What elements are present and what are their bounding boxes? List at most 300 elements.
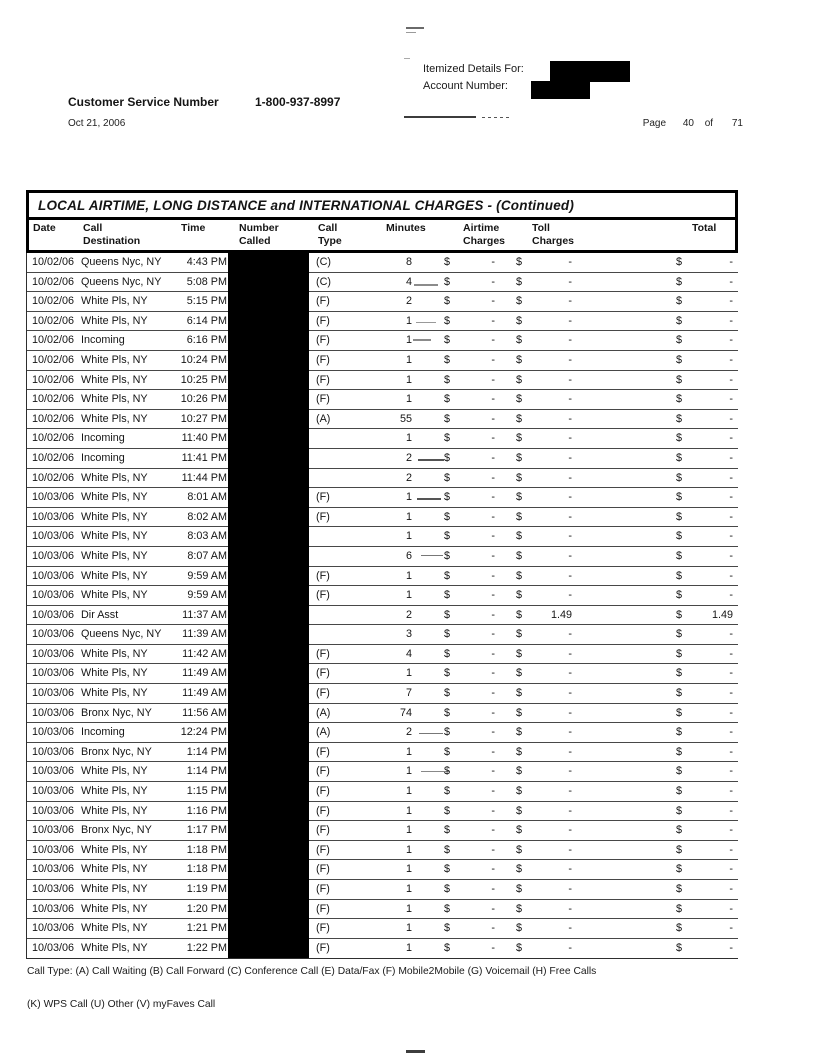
call-row [27, 919, 738, 939]
toll-currency-symbol: $ [516, 902, 523, 915]
call-row [27, 253, 738, 273]
call-row [27, 762, 738, 782]
call-row [27, 645, 738, 665]
call-time: 11:39 AM [182, 628, 227, 641]
total-charge-value: - [729, 745, 733, 758]
call-date: 10/02/06 [32, 432, 75, 445]
toll-charge-value: - [568, 295, 572, 308]
total-currency-symbol: $ [676, 471, 683, 484]
toll-charge-value: - [568, 451, 572, 464]
call-minutes: 1 [405, 824, 412, 837]
total-charge-value: - [729, 471, 733, 484]
toll-currency-symbol: $ [516, 687, 523, 700]
call-type-code: (F) [316, 824, 330, 837]
call-type-code: (A) [316, 412, 331, 425]
total-charge-value: - [729, 432, 733, 445]
airtime-currency-symbol: $ [444, 373, 451, 386]
toll-charge-value: - [568, 314, 572, 327]
airtime-charge-value: - [491, 687, 495, 700]
call-time: 9:59 AM [187, 569, 227, 582]
airtime-currency-symbol: $ [444, 902, 451, 915]
call-row [27, 684, 738, 704]
toll-charge-value: - [568, 275, 572, 288]
call-destination: Dir Asst [81, 608, 119, 621]
total-currency-symbol: $ [676, 275, 683, 288]
toll-charge-value: - [568, 471, 572, 484]
call-time: 1:19 PM [186, 883, 227, 895]
total-currency-symbol: $ [676, 432, 683, 445]
total-currency-symbol: $ [676, 608, 683, 621]
table-title-row [29, 193, 735, 220]
call-row [27, 371, 738, 391]
total-charge-value: - [729, 491, 733, 504]
toll-currency-symbol: $ [516, 451, 523, 464]
call-type-code: (F) [316, 589, 330, 602]
airtime-currency-symbol: $ [444, 432, 451, 445]
toll-charge-value: - [568, 706, 572, 719]
call-row [27, 860, 738, 880]
toll-charge-value: - [568, 491, 572, 504]
call-type-code: (F) [316, 353, 330, 366]
call-row [27, 527, 738, 547]
call-date: 10/02/06 [32, 314, 75, 327]
call-time: 1:14 PM [186, 745, 227, 758]
airtime-currency-symbol: $ [444, 765, 451, 778]
total-charge-value: - [729, 785, 733, 798]
toll-currency-symbol: $ [516, 353, 523, 366]
call-row [27, 743, 738, 763]
call-date: 10/03/06 [32, 628, 75, 641]
call-rows [26, 253, 738, 959]
toll-charge-value: - [568, 902, 572, 915]
toll-charge-value: - [568, 843, 572, 856]
toll-currency-symbol: $ [516, 745, 523, 758]
column-header-total: Total [692, 222, 717, 234]
toll-currency-symbol: $ [516, 549, 523, 562]
call-time: 6:16 PM [186, 334, 227, 347]
redaction-box-account-number [531, 81, 590, 99]
total-currency-symbol: $ [676, 589, 683, 602]
charges-table-header [26, 190, 738, 253]
airtime-charge-value: - [491, 451, 495, 464]
toll-charge-value: - [568, 726, 572, 739]
call-minutes: 6 [405, 549, 412, 562]
call-row [27, 704, 738, 724]
toll-currency-symbol: $ [516, 608, 523, 621]
call-destination: White Pls, NY [81, 883, 148, 895]
airtime-charge-value: - [491, 902, 495, 915]
airtime-charge-value: - [491, 765, 495, 778]
call-destination: Bronx Nyc, NY [81, 745, 152, 758]
call-type-code: (F) [316, 667, 330, 680]
call-time: 11:42 AM [182, 647, 227, 660]
airtime-currency-symbol: $ [444, 275, 451, 288]
call-type-code: (F) [316, 569, 330, 582]
total-currency-symbol: $ [676, 706, 683, 719]
toll-currency-symbol: $ [516, 491, 523, 504]
call-type-code: (F) [316, 745, 330, 758]
total-currency-symbol: $ [676, 491, 683, 504]
call-time: 1:22 PM [186, 941, 227, 954]
airtime-currency-symbol: $ [444, 569, 451, 582]
column-header-number-called: Number Called [239, 222, 279, 247]
call-minutes: 1 [405, 785, 412, 798]
toll-charge-value: - [568, 589, 572, 602]
toll-charge-value: - [568, 393, 572, 406]
call-minutes: 1 [405, 530, 412, 543]
call-time: 12:24 PM [180, 726, 227, 739]
call-row [27, 821, 738, 841]
airtime-currency-symbol: $ [444, 412, 451, 425]
total-charge-value: - [729, 706, 733, 719]
toll-currency-symbol: $ [516, 726, 523, 739]
airtime-currency-symbol: $ [444, 353, 451, 366]
call-row [27, 880, 738, 900]
airtime-charge-value: - [491, 334, 495, 347]
toll-currency-symbol: $ [516, 765, 523, 778]
call-date: 10/03/06 [32, 510, 75, 523]
airtime-currency-symbol: $ [444, 530, 451, 543]
call-destination: Bronx Nyc, NY [81, 824, 152, 837]
toll-charge-value: - [568, 510, 572, 523]
toll-charge-value: - [568, 647, 572, 660]
call-date: 10/03/06 [32, 941, 75, 954]
airtime-charge-value: - [491, 549, 495, 562]
column-header-call-type: Call Type [318, 222, 342, 247]
call-date: 10/02/06 [32, 393, 75, 406]
toll-currency-symbol: $ [516, 589, 523, 602]
total-charge-value: - [729, 883, 733, 895]
call-row [27, 508, 738, 528]
airtime-charge-value: - [491, 256, 495, 268]
toll-currency-symbol: $ [516, 471, 523, 484]
total-currency-symbol: $ [676, 745, 683, 758]
call-time: 6:14 PM [186, 314, 227, 327]
call-destination: White Pls, NY [81, 491, 148, 504]
airtime-currency-symbol: $ [444, 589, 451, 602]
call-row [27, 410, 738, 430]
toll-charge-value: - [568, 667, 572, 680]
airtime-charge-value: - [491, 393, 495, 406]
call-row [27, 841, 738, 861]
total-currency-symbol: $ [676, 314, 683, 327]
total-charge-value: - [729, 451, 733, 464]
call-minutes: 1 [405, 745, 412, 758]
call-time: 11:37 AM [182, 608, 227, 621]
call-destination: White Pls, NY [81, 863, 148, 876]
call-minutes: 1 [405, 314, 412, 327]
call-date: 10/02/06 [32, 334, 75, 347]
total-currency-symbol: $ [676, 549, 683, 562]
airtime-currency-symbol: $ [444, 256, 451, 268]
call-row [27, 469, 738, 489]
airtime-charge-value: - [491, 667, 495, 680]
airtime-charge-value: - [491, 922, 495, 935]
total-charge-value: - [729, 373, 733, 386]
total-currency-symbol: $ [676, 510, 683, 523]
call-minutes: 1 [405, 902, 412, 915]
total-charge-value: - [729, 549, 733, 562]
total-charge-value: - [729, 530, 733, 543]
account-number-label: Account Number: [423, 80, 508, 92]
call-type-code: (C) [316, 275, 331, 288]
airtime-currency-symbol: $ [444, 883, 451, 895]
airtime-charge-value: - [491, 589, 495, 602]
total-currency-symbol: $ [676, 295, 683, 308]
call-minutes: 1 [405, 491, 412, 504]
call-date: 10/02/06 [32, 256, 75, 268]
call-destination: White Pls, NY [81, 647, 148, 660]
scan-artifact-separator [404, 116, 476, 118]
call-row [27, 312, 738, 332]
call-time: 10:26 PM [180, 393, 227, 406]
scan-artifact-separator [482, 117, 510, 118]
redaction-strip-number-called [228, 253, 309, 958]
column-header-time: Time [181, 222, 206, 234]
airtime-currency-symbol: $ [444, 687, 451, 700]
call-date: 10/03/06 [32, 824, 75, 837]
call-date: 10/03/06 [32, 589, 75, 602]
call-row [27, 802, 738, 822]
total-charge-value: - [729, 256, 733, 268]
call-destination: Queens Nyc, NY [81, 256, 162, 268]
call-date: 10/03/06 [32, 647, 75, 660]
airtime-charge-value: - [491, 295, 495, 308]
total-charge-value: - [729, 353, 733, 366]
customer-service-number: 1-800-937-8997 [255, 95, 341, 109]
total-charge-value: - [729, 687, 733, 700]
call-row [27, 723, 738, 743]
call-minutes: 1 [405, 667, 412, 680]
toll-currency-symbol: $ [516, 334, 523, 347]
total-charge-value: - [729, 843, 733, 856]
call-time: 8:01 AM [187, 491, 227, 504]
airtime-charge-value: - [491, 785, 495, 798]
customer-service-label: Customer Service Number [68, 95, 219, 109]
airtime-charge-value: - [491, 530, 495, 543]
call-time: 10:27 PM [180, 412, 227, 425]
call-date: 10/02/06 [32, 451, 75, 464]
toll-currency-symbol: $ [516, 569, 523, 582]
airtime-charge-value: - [491, 412, 495, 425]
call-row [27, 782, 738, 802]
call-destination: Incoming [81, 726, 125, 739]
call-type-code: (F) [316, 785, 330, 798]
call-time: 1:21 PM [186, 922, 227, 935]
call-minutes: 1 [405, 765, 412, 778]
call-time: 8:03 AM [187, 530, 227, 543]
call-minutes: 4 [405, 647, 412, 660]
call-destination: White Pls, NY [81, 530, 148, 543]
toll-charge-value: - [568, 334, 572, 347]
call-time: 1:17 PM [186, 824, 227, 837]
call-destination: Incoming [81, 334, 125, 347]
call-minutes: 1 [405, 804, 412, 817]
total-currency-symbol: $ [676, 628, 683, 641]
call-minutes: 2 [405, 471, 412, 484]
call-date: 10/03/06 [32, 902, 75, 915]
total-currency-symbol: $ [676, 726, 683, 739]
airtime-charge-value: - [491, 353, 495, 366]
airtime-charge-value: - [491, 628, 495, 641]
total-charge-value: - [729, 941, 733, 954]
airtime-currency-symbol: $ [444, 706, 451, 719]
call-type-code: (F) [316, 510, 330, 523]
total-currency-symbol: $ [676, 451, 683, 464]
total-charge-value: - [729, 902, 733, 915]
toll-charge-value: - [568, 530, 572, 543]
toll-charge-value: - [568, 745, 572, 758]
call-destination: White Pls, NY [81, 843, 148, 856]
toll-charge-value: - [568, 765, 572, 778]
call-destination: Incoming [81, 432, 125, 445]
call-date: 10/02/06 [32, 275, 75, 288]
total-currency-symbol: $ [676, 765, 683, 778]
call-date: 10/03/06 [32, 785, 75, 798]
call-type-code: (F) [316, 295, 330, 308]
call-destination: White Pls, NY [81, 393, 148, 406]
airtime-charge-value: - [491, 491, 495, 504]
toll-currency-symbol: $ [516, 941, 523, 954]
airtime-currency-symbol: $ [444, 491, 451, 504]
call-destination: White Pls, NY [81, 765, 148, 778]
call-date: 10/03/06 [32, 745, 75, 758]
call-row [27, 664, 738, 684]
total-charge-value: - [729, 314, 733, 327]
airtime-currency-symbol: $ [444, 785, 451, 798]
call-time: 8:02 AM [187, 510, 227, 523]
total-currency-symbol: $ [676, 569, 683, 582]
call-row [27, 625, 738, 645]
call-minutes: 2 [405, 295, 412, 308]
total-currency-symbol: $ [676, 883, 683, 895]
call-destination: White Pls, NY [81, 549, 148, 562]
scan-artifact [406, 32, 416, 33]
call-minutes: 1 [405, 432, 412, 445]
toll-currency-symbol: $ [516, 256, 523, 268]
call-minutes: 2 [405, 726, 412, 739]
airtime-charge-value: - [491, 373, 495, 386]
total-currency-symbol: $ [676, 530, 683, 543]
call-type-code: (F) [316, 687, 330, 700]
call-row [27, 351, 738, 371]
total-currency-symbol: $ [676, 785, 683, 798]
total-charge-value: - [729, 922, 733, 935]
airtime-currency-symbol: $ [444, 863, 451, 876]
call-destination: White Pls, NY [81, 687, 148, 700]
scan-artifact [406, 1050, 425, 1053]
column-header-minutes: Minutes [386, 222, 426, 234]
call-date: 10/03/06 [32, 530, 75, 543]
airtime-charge-value: - [491, 275, 495, 288]
total-charge-value: - [729, 726, 733, 739]
call-time: 11:40 PM [181, 432, 227, 445]
airtime-charge-value: - [491, 647, 495, 660]
total-currency-symbol: $ [676, 256, 683, 268]
total-charge-value: - [729, 824, 733, 837]
call-type-code: (A) [316, 706, 331, 719]
table-title: LOCAL AIRTIME, LONG DISTANCE and INTERNATIONAL CHARGES - (Continued) [38, 197, 575, 213]
redaction-box-itemized-details [550, 61, 630, 82]
call-date: 10/03/06 [32, 883, 75, 895]
airtime-currency-symbol: $ [444, 471, 451, 484]
call-destination: White Pls, NY [81, 412, 148, 425]
table-column-headers [29, 220, 735, 247]
call-row [27, 567, 738, 587]
airtime-charge-value: - [491, 883, 495, 895]
toll-charge-value: - [568, 412, 572, 425]
total-charge-value: - [729, 275, 733, 288]
page-of-label: of [704, 118, 714, 129]
call-destination: Queens Nyc, NY [81, 275, 162, 288]
call-time: 1:16 PM [186, 804, 227, 817]
call-destination: White Pls, NY [81, 353, 148, 366]
total-charge-value: - [729, 765, 733, 778]
toll-charge-value: - [568, 549, 572, 562]
call-row [27, 900, 738, 920]
call-destination: White Pls, NY [81, 785, 148, 798]
call-minutes: 1 [405, 883, 412, 895]
call-type-legend-line-1: Call Type: (A) Call Waiting (B) Call Forward (C) Conference Call (E) Data/Fax (F) Mobile2Mobile (G) Voicemail (H) Free Calls [27, 966, 597, 977]
call-type-code: (F) [316, 804, 330, 817]
airtime-charge-value: - [491, 608, 495, 621]
toll-charge-value: - [568, 941, 572, 954]
call-minutes: 2 [405, 608, 412, 621]
call-destination: White Pls, NY [81, 373, 148, 386]
call-minutes: 8 [405, 256, 412, 268]
airtime-charge-value: - [491, 510, 495, 523]
total-charge-value: - [729, 863, 733, 876]
call-minutes: 1 [405, 589, 412, 602]
airtime-currency-symbol: $ [444, 549, 451, 562]
call-date: 10/02/06 [32, 373, 75, 386]
call-type-code: (F) [316, 883, 330, 895]
call-type-code: (A) [316, 726, 331, 739]
toll-charge-value: - [568, 353, 572, 366]
toll-currency-symbol: $ [516, 314, 523, 327]
statement-date: Oct 21, 2006 [68, 118, 126, 129]
call-minutes: 2 [405, 451, 412, 464]
call-destination: White Pls, NY [81, 510, 148, 523]
total-currency-symbol: $ [676, 902, 683, 915]
call-row [27, 547, 738, 567]
call-destination: White Pls, NY [81, 295, 148, 308]
airtime-charge-value: - [491, 726, 495, 739]
airtime-charge-value: - [491, 804, 495, 817]
call-destination: White Pls, NY [81, 589, 148, 602]
toll-charge-value: - [568, 785, 572, 798]
total-charge-value: - [729, 510, 733, 523]
call-date: 10/03/06 [32, 922, 75, 935]
total-currency-symbol: $ [676, 393, 683, 406]
airtime-currency-symbol: $ [444, 941, 451, 954]
total-currency-symbol: $ [676, 373, 683, 386]
call-minutes: 1 [405, 922, 412, 935]
toll-charge-value: - [568, 432, 572, 445]
toll-charge-value: - [568, 863, 572, 876]
call-row [27, 292, 738, 312]
call-destination: White Pls, NY [81, 569, 148, 582]
column-header-date: Date [33, 222, 56, 234]
scan-artifact [404, 58, 410, 59]
total-charge-value: - [729, 393, 733, 406]
toll-charge-value: - [568, 373, 572, 386]
call-type-code: (F) [316, 902, 330, 915]
call-date: 10/03/06 [32, 549, 75, 562]
toll-currency-symbol: $ [516, 785, 523, 798]
airtime-currency-symbol: $ [444, 647, 451, 660]
toll-currency-symbol: $ [516, 628, 523, 641]
